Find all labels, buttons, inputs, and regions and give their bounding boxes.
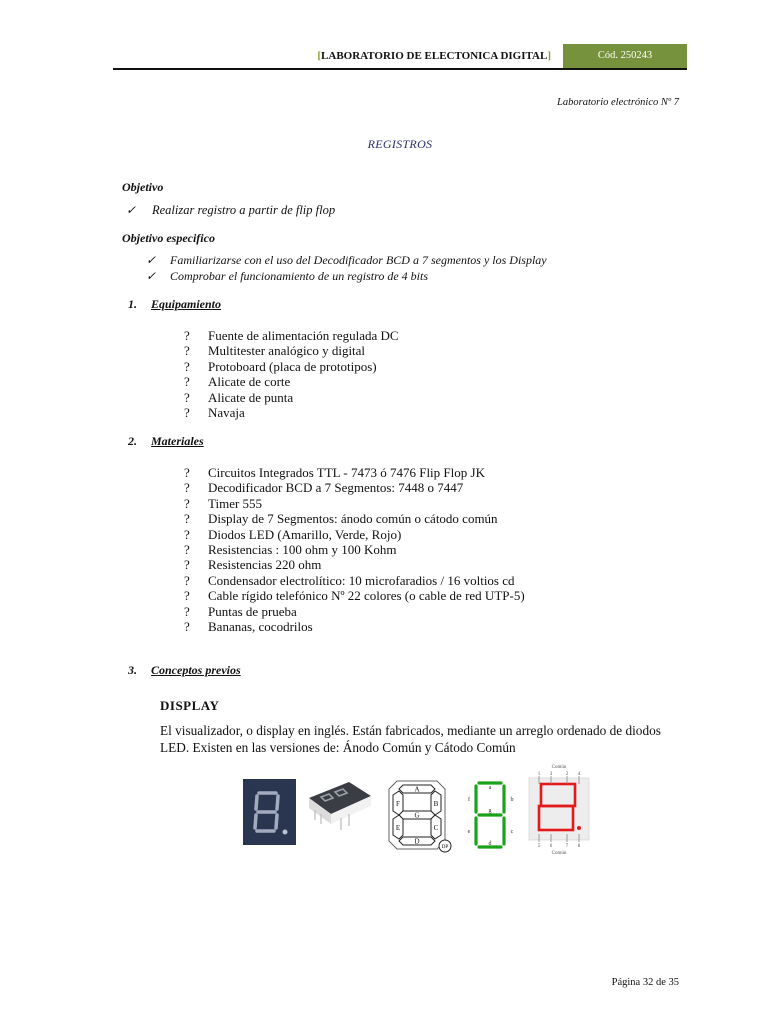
list-item-text: Resistencias 220 ohm [208, 557, 322, 573]
pin-number: 2 [565, 772, 569, 777]
list-item [184, 557, 525, 572]
list-item-text: Fuente de alimentación regulada DC [208, 328, 399, 343]
list-item [184, 527, 525, 542]
pin-number: 1 [537, 772, 541, 777]
bullet: ? [184, 343, 190, 359]
bullet: ? [184, 480, 190, 496]
bullet: ? [184, 588, 190, 604]
list-item-text: Alicate de punta [208, 389, 294, 405]
bullet: ? [184, 358, 190, 374]
display-paragraph [160, 722, 700, 756]
page-number: Página 32 de 35 [611, 977, 679, 988]
header-bracket-close: ] [547, 50, 551, 62]
segment-letter: D [414, 837, 420, 846]
segment-letter: G [414, 811, 420, 820]
check-icon: ✓ [146, 269, 157, 283]
list-item-text: Circuitos Integrados TTL - 7473 ó 7476 Flip Flop JK [208, 465, 485, 480]
pin-number: 8 [577, 844, 581, 849]
seven-segment-module-image [243, 779, 296, 845]
list-item-text: Bananas, cocodrilos [208, 619, 313, 635]
list-item [184, 604, 525, 619]
pin-number: 5 [537, 844, 541, 849]
list-item [184, 405, 399, 420]
objetivo-especifico-item [146, 269, 428, 284]
bullet: ? [184, 465, 190, 480]
list-item-text: Multitester analógico y digital [208, 343, 366, 359]
objetivo-especifico-item-text: Familiarizarse con el uso del Decodificador BCD a 7 segmentos y los Display [170, 253, 547, 267]
segment-label: b [510, 797, 514, 803]
segment-label: a [488, 785, 492, 791]
bullet: ? [184, 328, 190, 343]
list-item [184, 465, 525, 480]
objetivo-item-text: Realizar registro a partir de flip flop [152, 203, 336, 217]
list-item-text: Alicate de corte [208, 374, 291, 390]
section-title: Materiales [151, 434, 204, 448]
list-item [184, 480, 525, 495]
list-item-text: Display de 7 Segmentos: ánodo común o cátodo común [208, 511, 498, 527]
bullet: ? [184, 511, 190, 527]
list-item [184, 328, 399, 343]
segment-letter: DP [441, 845, 449, 850]
display-heading: DISPLAY [160, 698, 220, 713]
list-item [184, 374, 399, 389]
materiales-list [184, 465, 525, 634]
section-title: Equipamiento [151, 297, 222, 311]
document-title: REGISTROS [367, 137, 433, 151]
bullet: ? [184, 495, 190, 511]
section-number: 3. [128, 663, 137, 677]
list-item [184, 359, 399, 374]
section-number: 2. [128, 434, 137, 448]
bullet: ? [184, 603, 190, 619]
segment-label: d [488, 841, 492, 847]
pin-number: 4 [577, 772, 581, 777]
display-paragraph-line: LED. Existen en las versiones de: Ánodo Común y Cátodo Común [160, 740, 516, 755]
section-heading-conceptos [128, 663, 241, 678]
header-code-box: Cód. 250243 [563, 44, 687, 68]
list-item-text: Resistencias : 100 ohm y 100 Kohm [208, 542, 397, 558]
display-paragraph-line: El visualizador, o display en inglés. Están fabricados, mediante un arreglo ordenado de diodos [160, 723, 661, 738]
list-item-text: Diodos LED (Amarillo, Verde, Rojo) [208, 526, 402, 542]
check-icon: ✓ [126, 203, 137, 217]
list-item-text: Cable rígido telefónico Nº 22 colores (o cable de red UTP-5) [208, 588, 525, 604]
list-item-text: Decodificador BCD a 7 Segmentos: 7448 o 7447 [208, 480, 464, 496]
list-item [184, 573, 525, 588]
pin-number: 6 [549, 844, 553, 849]
check-icon: ✓ [146, 253, 157, 267]
segment-label: e [467, 829, 471, 835]
section-number: 1. [128, 297, 137, 311]
bullet: ? [184, 526, 190, 542]
pinout-label: Común [551, 851, 567, 856]
segment-letter: B [433, 800, 439, 808]
section-heading-equipamiento [128, 297, 221, 312]
segment-letters-diagram [385, 779, 455, 853]
objetivo-especifico-item-text: Comprobar el funcionamiento de un registro de 4 bits [170, 269, 428, 283]
objetivo-especifico-heading: Objetivo especifico [122, 231, 215, 245]
bullet: ? [184, 557, 190, 573]
bullet: ? [184, 572, 190, 588]
bullet: ? [184, 542, 190, 558]
list-item [184, 588, 525, 603]
bullet: ? [184, 374, 190, 390]
segment-letter: E [395, 824, 401, 832]
segment-label: c [510, 829, 514, 835]
segment-letter: C [433, 824, 439, 832]
section-title: Conceptos previos [151, 663, 241, 677]
list-item-text: Condensador electrolítico: 10 microfaradios / 16 voltios cd [208, 572, 515, 588]
pinout-label: Común [551, 765, 567, 770]
bullet: ? [184, 405, 190, 421]
segment-label: f [468, 797, 470, 803]
segment-letter: A [414, 785, 420, 794]
objetivo-especifico-item [146, 253, 547, 268]
list-item [184, 511, 525, 526]
equipamiento-list [184, 328, 399, 420]
list-item [184, 496, 525, 511]
pin-number: 7 [565, 844, 569, 849]
header-lab-title: LABORATORIO DE ELECTONICA DIGITAL [321, 50, 548, 62]
list-item-text: Navaja [208, 405, 245, 421]
list-item-text: Protoboard (placa de prototipos) [208, 358, 377, 374]
dual-display-photo [305, 780, 373, 835]
segment-letter: F [396, 800, 400, 808]
list-item [184, 343, 399, 358]
section-heading-materiales [128, 434, 204, 449]
pinout-diagram [527, 762, 591, 856]
header-rule [113, 68, 687, 70]
bullet: ? [184, 619, 190, 635]
green-segment-diagram [462, 779, 518, 853]
segment-label: g [488, 808, 492, 814]
list-item-text: Timer 555 [208, 495, 263, 511]
pin-number: 3 [549, 772, 553, 777]
lab-number: Laboratorio electrónico Nº 7 [557, 97, 679, 108]
header-bracket-open: [ [317, 50, 322, 62]
objetivo-heading: Objetivo [122, 180, 164, 194]
list-item [184, 390, 399, 405]
list-item [184, 542, 525, 557]
list-item-text: Puntas de prueba [208, 603, 297, 619]
header-title [113, 44, 561, 68]
objetivo-item [126, 203, 335, 218]
list-item [184, 619, 525, 634]
bullet: ? [184, 389, 190, 405]
